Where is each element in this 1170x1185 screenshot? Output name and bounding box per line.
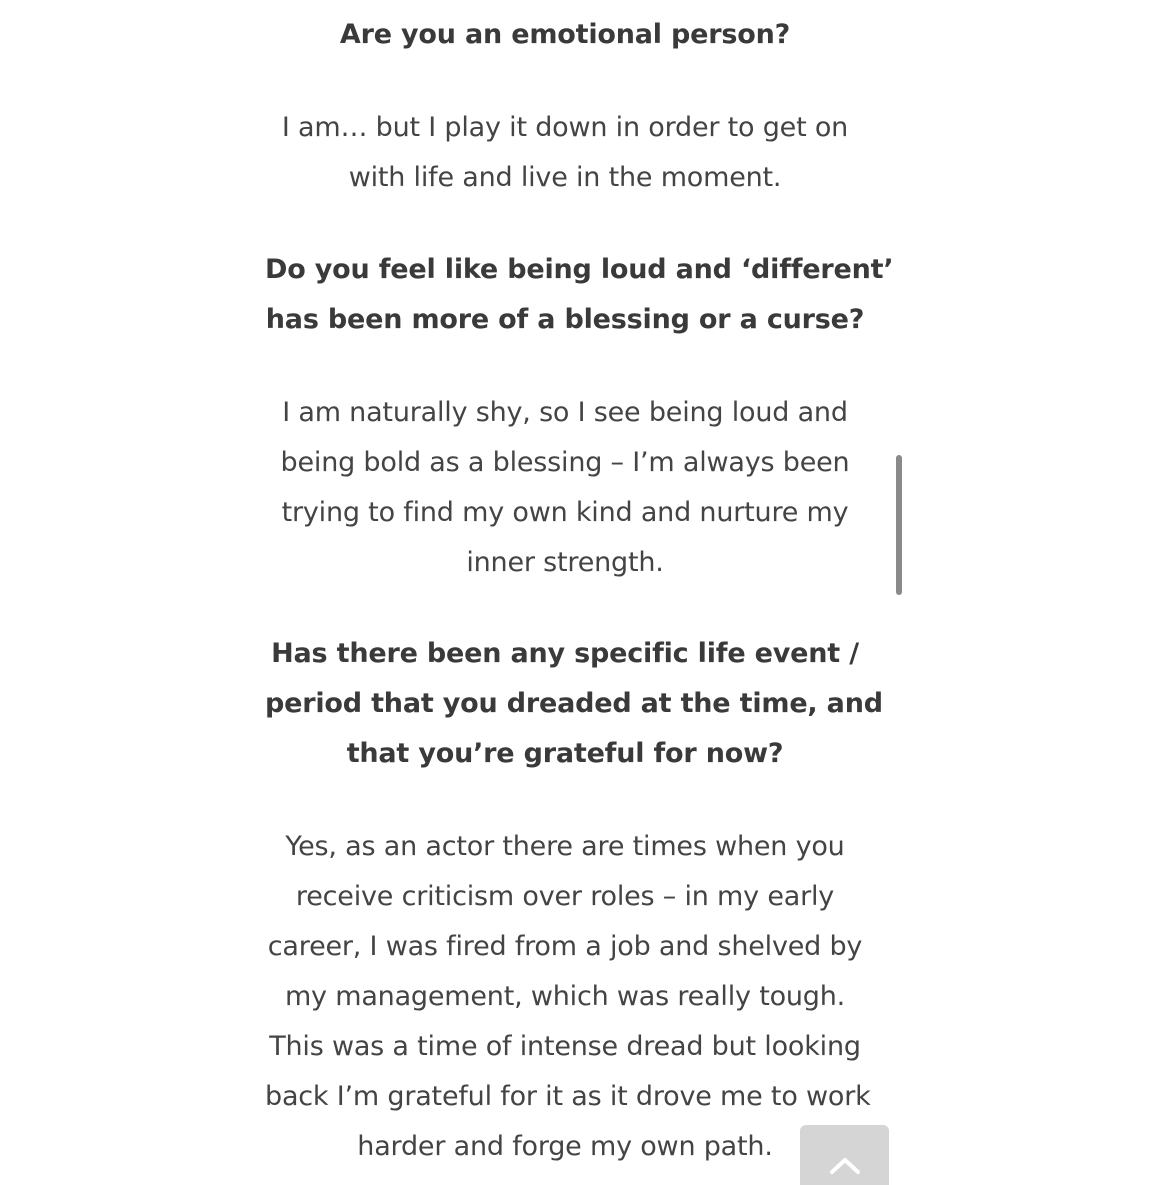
text-line: receive criticism over roles – in my early (295, 881, 835, 912)
text-line: back I’m grateful for it as it drove me to work (265, 1081, 871, 1112)
text-line: my management, which was really tough. (284, 981, 846, 1012)
text-line: career, I was fired from a job and shelved by (267, 931, 863, 962)
question-emotional (265, 10, 865, 60)
text-line: Yes, as an actor there are times when you (285, 831, 845, 862)
text-line: Are you an emotional person? (339, 19, 791, 50)
text-line: that you’re grateful for now? (346, 738, 784, 769)
answer-emotional (265, 103, 865, 203)
text-line: This was a time of intense dread but looking (269, 1031, 861, 1062)
question-life-event (265, 629, 883, 779)
scroll-to-top-button[interactable] (800, 1125, 889, 1185)
text-line: Do you feel like being loud and ‘different’ (265, 254, 894, 285)
answer-loud-different (265, 388, 865, 588)
question-loud-different (265, 245, 894, 345)
text-line: with life and live in the moment. (348, 162, 782, 193)
text-line: harder and forge my own path. (357, 1131, 773, 1162)
text-line: period that you dreaded at the time, and (265, 688, 883, 719)
text-line: Has there been any specific life event / (271, 638, 859, 669)
text-line: I am naturally shy, so I see being loud and (282, 397, 848, 428)
answer-life-event (265, 822, 871, 1172)
scrollbar-thumb[interactable] (896, 455, 902, 595)
text-line: inner strength. (466, 547, 664, 578)
text-line: trying to find my own kind and nurture my (281, 497, 849, 528)
text-line: I am… but I play it down in order to get on (281, 112, 849, 143)
text-line: has been more of a blessing or a curse? (265, 304, 865, 335)
chevron-up-icon (830, 1155, 860, 1175)
text-line: being bold as a blessing – I’m always been (280, 447, 850, 478)
